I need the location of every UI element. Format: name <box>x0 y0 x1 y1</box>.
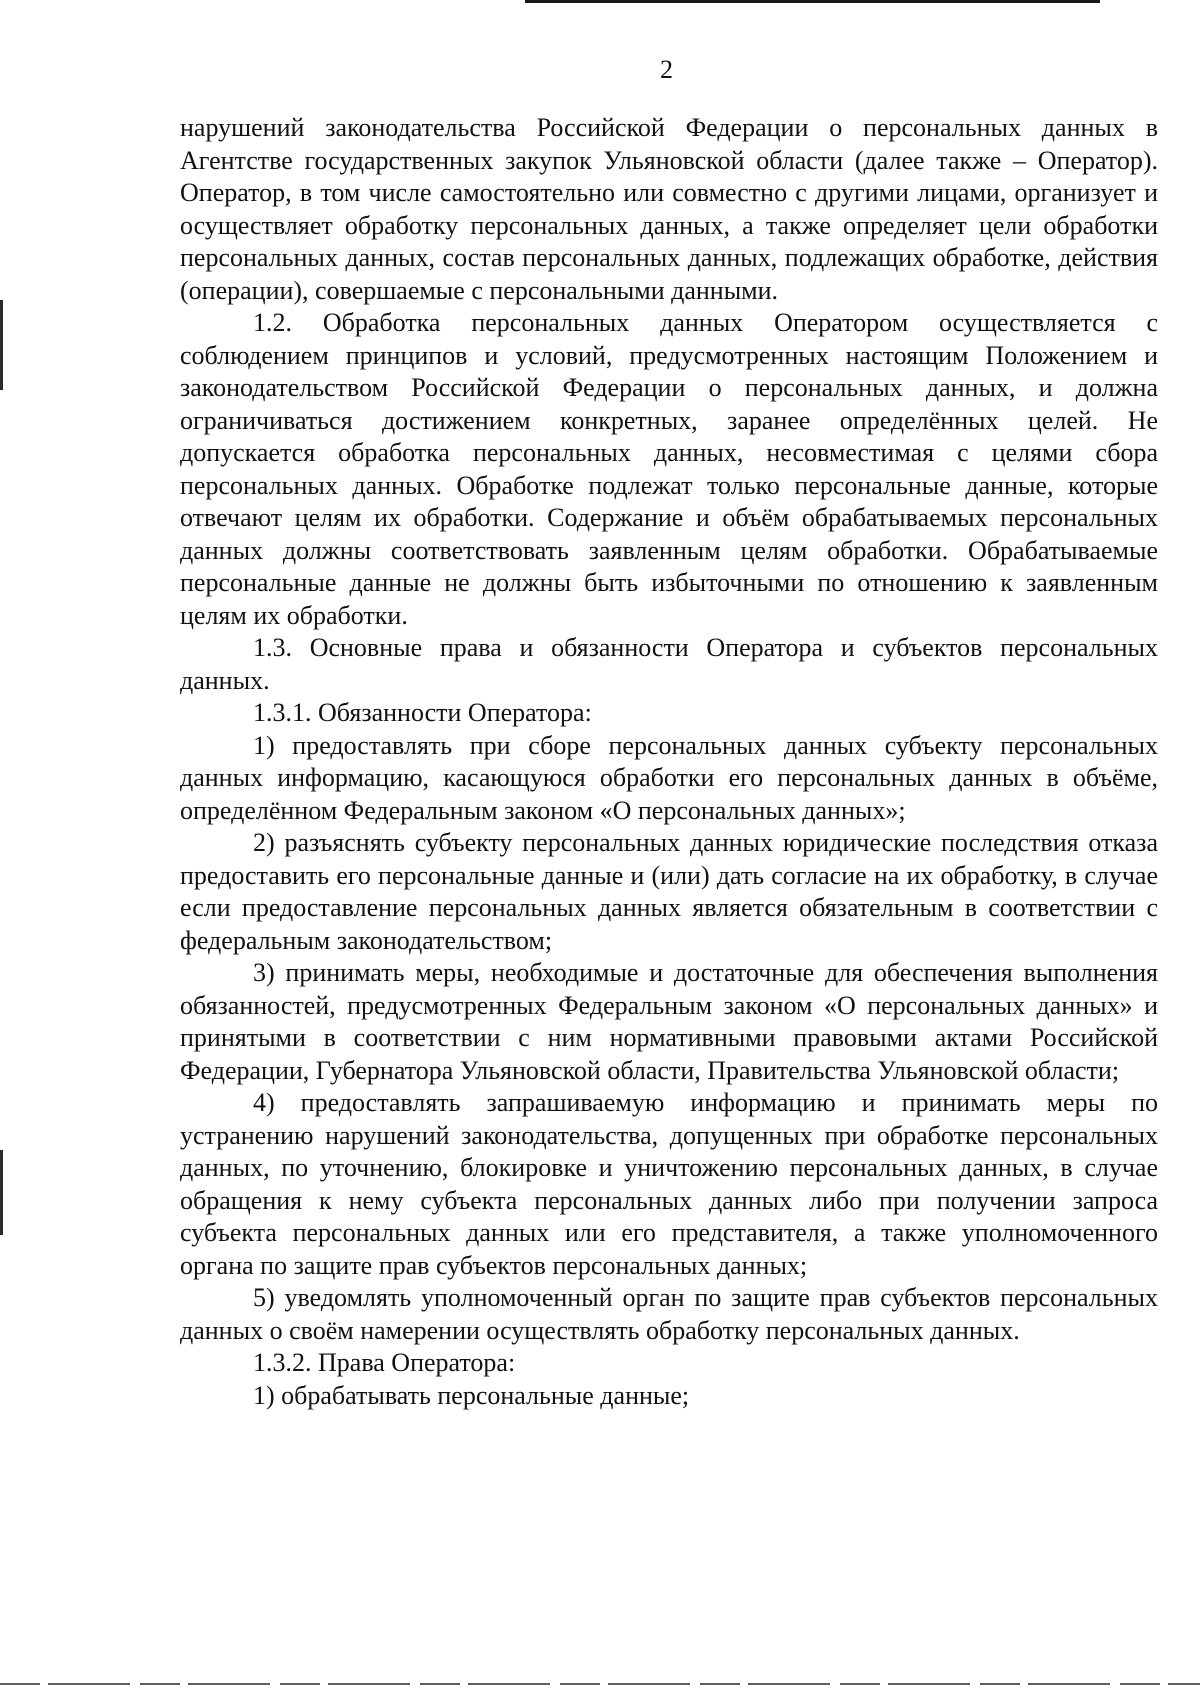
scan-mark-left <box>0 300 3 390</box>
paragraph-right-1: 1) обрабатывать персональные данные; <box>253 1380 690 1410</box>
paragraph-1-2: 1.2. Обработка персональных данных Оператором осуществляется с соблюдением принципов и условий, предусмотренных настоящим Положением и законодательством Российской Федерации о персональных данных, и должна ограничиваться достижением конкретных, заранее определённых целей. Не допускается обработка персональных данных, несовместимая с целями сбора персональных данных. Обработке подлежат только персональные данные, которые отвечают целям их обработки. Содержание и объём обрабатываемых персональных данных должны соответствовать заявленным целям обработки. Обрабатываемые персональные данные не должны быть избыточными по отношению к заявленным целям их обработки. <box>180 308 1158 630</box>
paragraph-1-3-2-heading: 1.3.2. Права Оператора: <box>253 1348 516 1377</box>
paragraph-duty-5: 5) уведомлять уполномоченный орган по защите прав субъектов персональных данных о своём намерении осуществлять обработку персональных данных. <box>180 1283 1158 1345</box>
paragraph-duty-1: 1) предоставлять при сборе персональных данных субъекту персональных данных информацию, касающуюся обработки его персональных данных в объёме, определённом Федеральным законом «О персональных данных»; <box>180 730 1158 825</box>
paragraph-1-3-1-heading: 1.3.1. Обязанности Оператора: <box>253 698 592 727</box>
paragraph-duty-4: 4) предоставлять запрашиваемую информацию и принимать меры по устранению нарушений законодательства, допущенных при обработке персональных данных, по уточнению, блокировке и уничтожению персональных данных, в случае обращения к нему субъекта персональных данных либо при получении запроса субъекта персональных данных или его представителя, а также уполномоченного органа по защите прав субъектов персональных данных; <box>180 1088 1158 1280</box>
paragraph-duty-3: 3) принимать меры, необходимые и достаточные для обеспечения выполнения обязанностей, предусмотренных Федеральным законом «О персональных данных» и принятыми в соответствии с ним нормативными правовыми актами Российской Федерации, Губернатора Ульяновской области, Правительства Ульяновской области; <box>180 958 1158 1085</box>
scan-border-bottom <box>0 1683 1200 1685</box>
paragraph-duty-2: 2) разъяснять субъекту персональных данных юридические последствия отказа предоставить его персональные данные и (или) дать согласие на их обработку, в случае если предоставление персональных данных является обязательным в соответствии с федеральным законодательством; <box>180 828 1158 955</box>
scan-mark-left-lower <box>0 1150 3 1235</box>
scan-border-top <box>525 0 1100 3</box>
document-body <box>180 112 1158 1412</box>
paragraph-intro-continuation: нарушений законодательства Российской Федерации о персональных данных в Агентстве государственных закупок Ульяновской области (далее также – Оператор). Оператор, в том числе самостоятельно или совместно с другими лицами, организует и осуществляет обработку персональных данных, а также определяет цели обработки персональных данных, состав персональных данных, подлежащих обработке, действия (операции), совершаемые с персональными данными. <box>180 113 1158 305</box>
paragraph-1-3: 1.3. Основные права и обязанности Оператора и субъектов персональных данных. <box>180 633 1158 695</box>
page-number: 2 <box>660 55 673 84</box>
